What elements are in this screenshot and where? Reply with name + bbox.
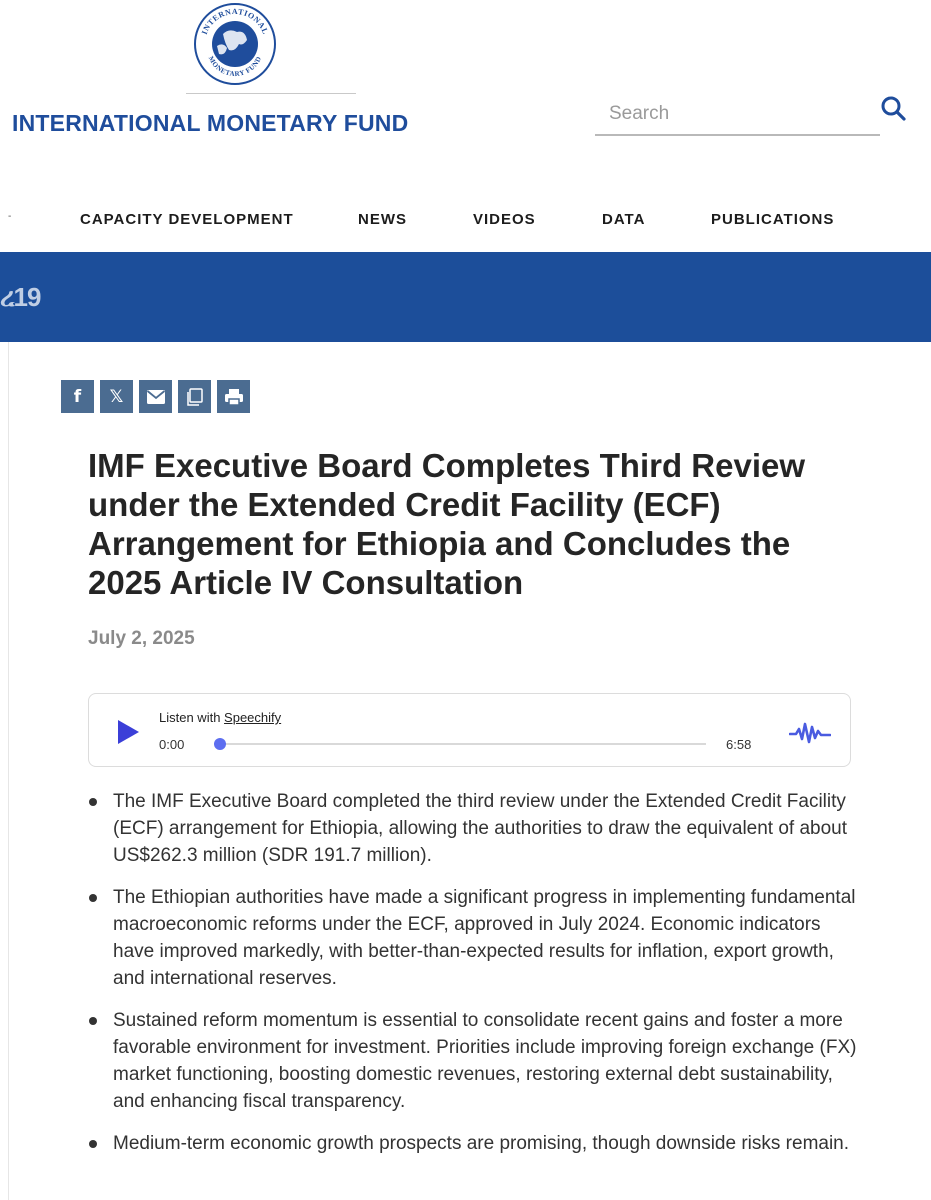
share-copy-button[interactable] [178,380,211,413]
progress-track[interactable] [219,743,706,745]
duration: 6:58 [726,737,752,752]
svg-text:MONETARY FUND: MONETARY FUND [206,54,264,79]
listen-with-label [159,710,281,725]
nav-videos[interactable]: VIDEOS [473,211,536,228]
x-icon: 𝕏 [109,386,124,407]
banner-text: ረ19 [0,282,41,312]
search-input[interactable] [595,94,880,136]
nav-data[interactable]: DATA [602,211,646,228]
play-button[interactable] [113,717,143,747]
email-icon [146,389,166,405]
hero-banner [0,252,931,342]
article-date: July 2, 2025 [88,628,195,649]
article-title: IMF Executive Board Completes Third Review under the Extended Credit Facility (ECF) Arrangement for Ethiopia and Concludes the 2025 Article IV Consultation [88,447,806,601]
share-x-button[interactable] [100,380,133,413]
left-divider [8,342,9,1200]
search-button[interactable] [878,95,908,123]
list-item: The IMF Executive Board completed the third review under the Extended Credit Facility (ECF) arrangement for Ethiopia, allowing the authorities to draw the equivalent of about US$262.3 million (SDR 191.7 million). [88,788,858,869]
play-icon [113,717,143,747]
logo-divider [186,93,356,94]
listen-prefix: Listen with [159,710,225,725]
share-print-button[interactable] [217,380,250,413]
print-icon [224,388,244,406]
current-time: 0:00 [159,737,185,752]
key-points-list [88,788,858,1172]
menu-marker: - [8,211,12,222]
nav-publications[interactable]: PUBLICATIONS [711,211,835,228]
speechify-wave-icon[interactable] [789,720,831,746]
search-icon [879,95,907,123]
svg-text:INTERNATIONAL: INTERNATIONAL [199,6,271,36]
list-item: The Ethiopian authorities have made a significant progress in implementing fundamental macroeconomic reforms under the ECF, approved in July 2024. Economic indicators have improved markedly, with better-than-expected results for inflation, export growth, and international reserves. [88,884,858,992]
imf-seal-logo[interactable] [193,2,277,86]
speechify-link[interactable]: Speechify [224,710,282,725]
list-item: Medium-term economic growth prospects are promising, though downside risks remain. [88,1130,858,1157]
audio-player [88,693,851,767]
nav-capacity-development[interactable]: CAPACITY DEVELOPMENT [80,211,294,228]
nav-news[interactable]: NEWS [358,211,407,228]
progress-knob[interactable] [214,738,226,750]
share-email-button[interactable] [139,380,172,413]
main-nav [0,208,931,232]
org-name[interactable]: INTERNATIONAL MONETARY FUND [12,110,409,136]
copy-icon [186,388,204,406]
list-item: Sustained reform momentum is essential to consolidate recent gains and foster a more favorable environment for investment. Priorities include improving foreign exchange (FX) market functioning, boosting domestic revenues, restoring external debt sustainability, and enhancing fiscal transparency. [88,1007,858,1115]
facebook-icon: f [73,386,82,407]
share-facebook-button[interactable] [61,380,94,413]
